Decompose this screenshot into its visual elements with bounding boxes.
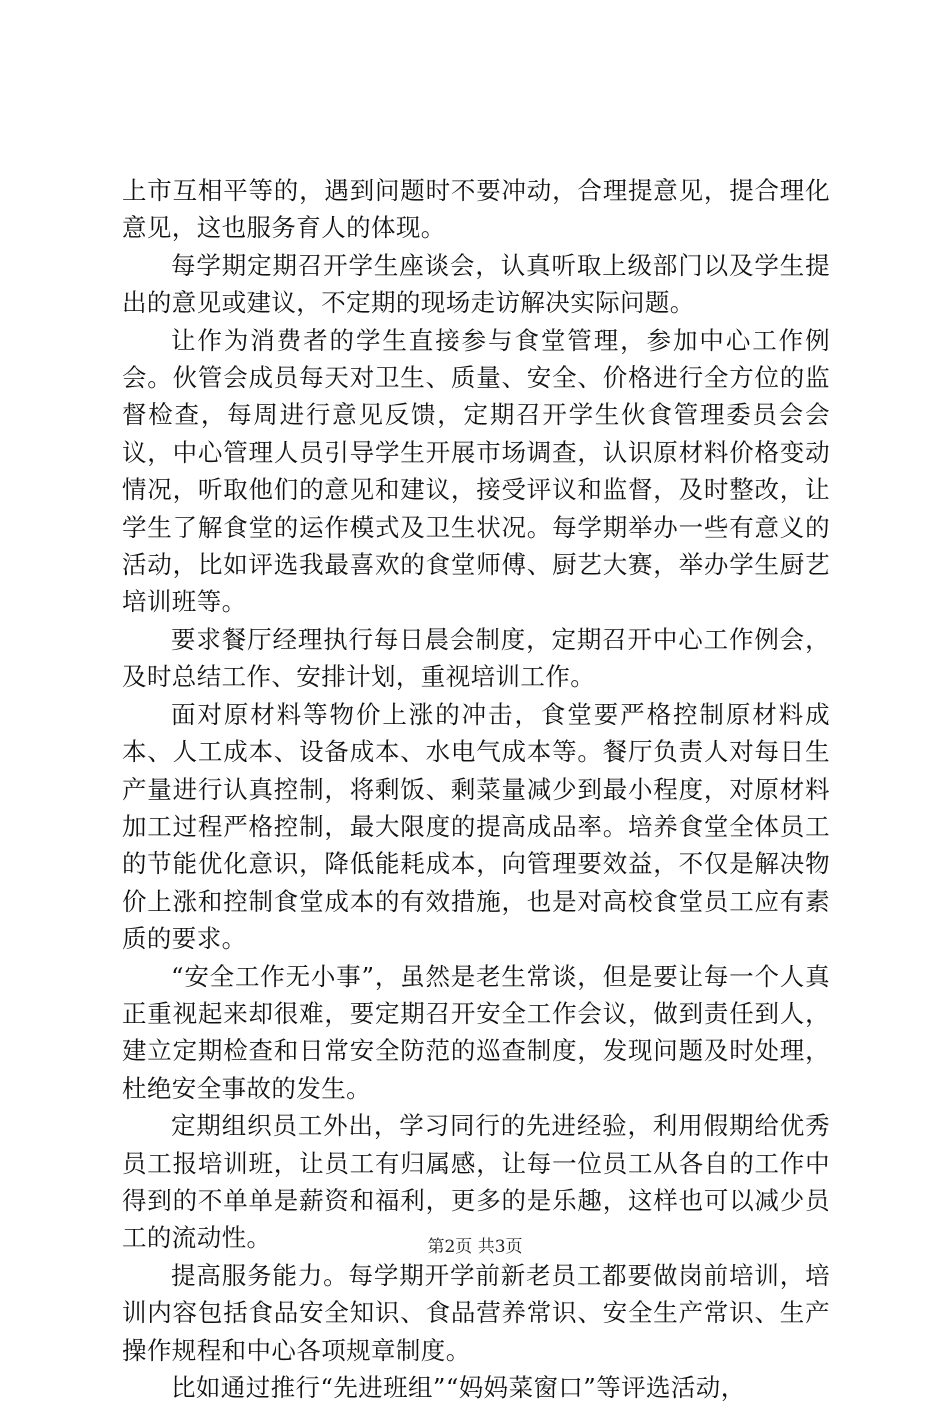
document-body xyxy=(122,172,830,1406)
paragraph: 提高服务能力。每学期开学前新老员工都要做岗前培训，培训内容包括食品安全知识、食品营养常识、安全生产常识、生产操作规程和中心各项规章制度。 xyxy=(122,1260,830,1365)
paragraph: 比如通过推行“先进班组”“妈妈菜窗口”等评选活动， xyxy=(171,1373,746,1402)
paragraph: “安全工作无小事”，虽然是老生常谈，但是要让每一个人真正重视起来却很难，要定期召开安全工作会议，做到责任到人，建立定期检查和日常安全防范的巡查制度，发现问题及时处理，杜绝安全事故的发生。 xyxy=(122,961,830,1103)
page-number-footer: 第2页 共3页 xyxy=(427,1237,523,1257)
paragraph: 上市互相平等的，遇到问题时不要冲动，合理提意见，提合理化意见，这也服务育人的体现。 xyxy=(122,176,830,243)
paragraph: 每学期定期召开学生座谈会，认真听取上级部门以及学生提出的意见或建议，不定期的现场走访解决实际问题。 xyxy=(122,250,830,318)
paragraph: 面对原材料等物价上涨的冲击，食堂要严格控制原材料成本、人工成本、设备成本、水电气成本等。餐厅负责人对每日生产量进行认真控制，将剩饭、剩菜量减少到最小程度，对原材料加工过程严格控制，最大限度的提高成品率。培养食堂全体员工的节能优化意识，降低能耗成本，向管理要效益，不仅是解决物价上涨和控制食堂成本的有效措施，也是对高校食堂员工应有素质的要求。 xyxy=(122,699,830,954)
paragraph: 要求餐厅经理执行每日晨会制度，定期召开中心工作例会，及时总结工作、安排计划，重视培训工作。 xyxy=(122,624,830,692)
paragraph: 定期组织员工外出，学习同行的先进经验，利用假期给优秀员工报培训班，让员工有归属感，让每一位员工从各自的工作中得到的不单单是薪资和福利，更多的是乐趣，这样也可以减少员工的流动性。 xyxy=(122,1111,830,1253)
paragraph: 让作为消费者的学生直接参与食堂管理，参加中心工作例会。伙管会成员每天对卫生、质量、安全、价格进行全方位的监督检查，每周进行意见反馈，定期召开学生伙食管理委员会会议，中心管理人员引导学生开展市场调查，认识原材料价格变动情况，听取他们的意见和建议，接受评议和监督，及时整改，让学生了解食堂的运作模式及卫生状况。每学期举办一些有意义的活动，比如评选我最喜欢的食堂师傅、厨艺大赛，举办学生厨艺培训班等。 xyxy=(122,325,830,617)
